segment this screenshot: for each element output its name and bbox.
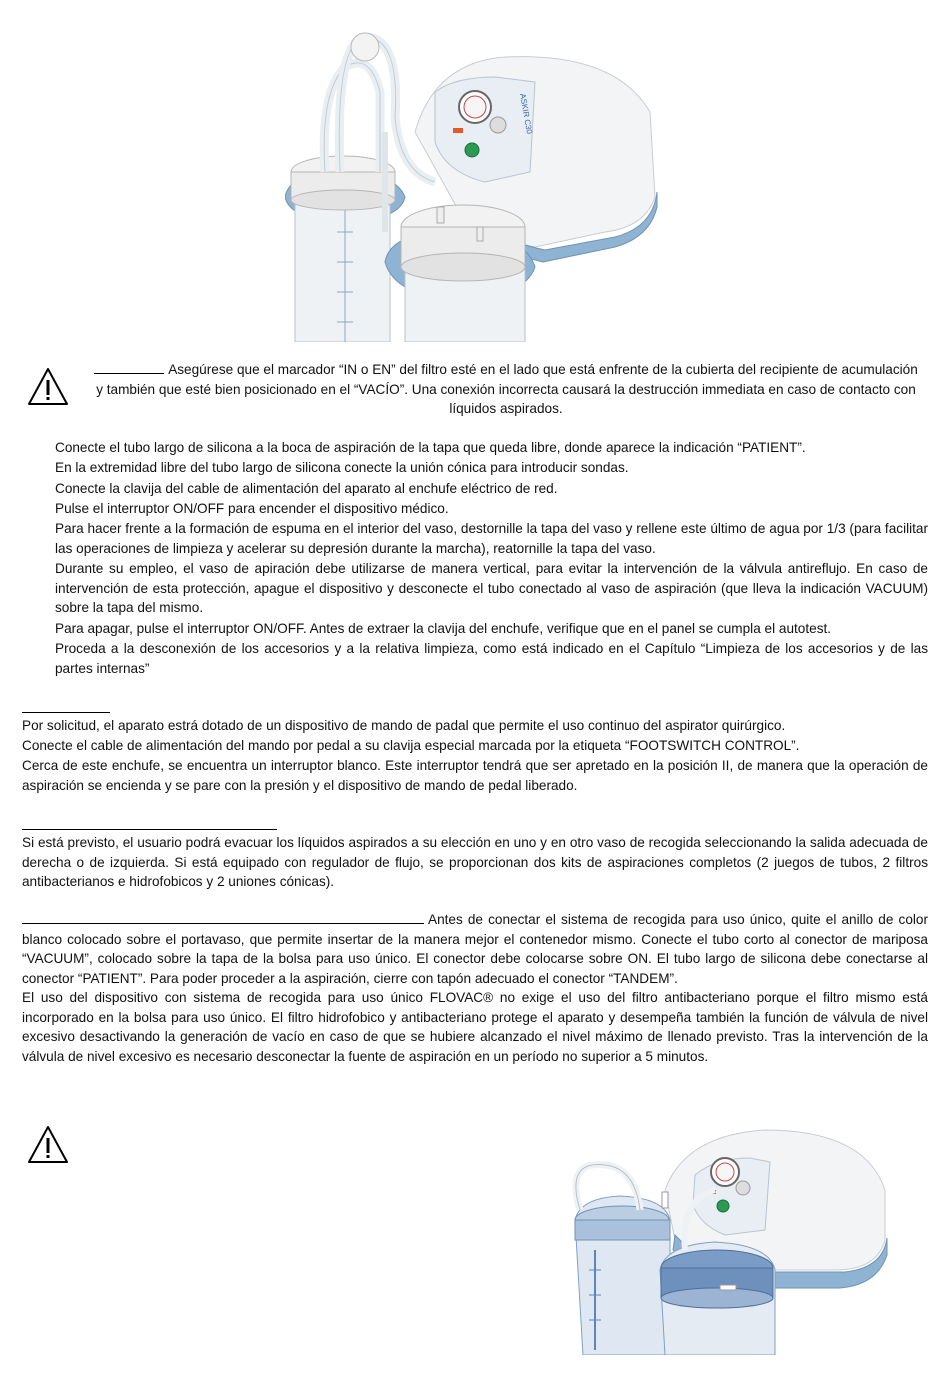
disposable-text-2: El uso del dispositivo con sistema de recogida para uso único FLOVAC® no exige el uso del filtro antibacteriano porque el filtro mismo está incorporado en la bolsa para uso único. El filtro hidrofobico y antibacteriano protege el aparato y desempeña también la función de válvula de nivel excesivo desactivando la generación de vacío en caso de que se hubiere alcanzado el nivel máximo de llenado previsto. Tras la intervención de la válvula de nivel excesivo es necesario desconectar la fuente de aspiración en un período no superior a 5 minutos. bbox=[22, 990, 928, 1064]
product-photo-top bbox=[285, 22, 665, 342]
instruction-item: Para apagar, pulse el interruptor ON/OFF. Antes de extraer la clavija del enchufe, verifique que en el panel se cumpla el autotest. bbox=[55, 621, 832, 636]
instruction-item: Conecte la clavija del cable de alimentación del aparato al enchufe eléctrico de red. bbox=[55, 481, 558, 496]
suction-device-disposable-illustration bbox=[565, 1120, 890, 1355]
footswitch-line: Conecte el cable de alimentación del mando por pedal a su clavija especial marcada por la etiqueta “FOOTSWITCH CONTROL”. bbox=[22, 738, 800, 753]
selection-text: Si está previsto, el usuario podrá evacuar los líquidos aspirados a su elección en uno y en otro vaso de recogida seleccionando la salida adecuada de derecha o de izquierda. Si está equipado con regulador de flujo, se proporcionan dos kits de aspiraciones completos (2 juegos de tubos, 2 filtros antibacterianos e hidrofobicos y 2 uniones cónicas). bbox=[22, 835, 928, 889]
section-heading-underline bbox=[22, 911, 424, 924]
instruction-item: En la extremidad libre del tubo largo de silicona conecte la unión cónica para introducir sondas. bbox=[55, 460, 629, 475]
footswitch-line: Por solicitud, el aparato estrá dotado de un dispositivo de mando de padal que permite el uso continuo del aspirator quirúrgico. bbox=[22, 718, 786, 733]
instruction-item: Conecte el tubo largo de silicona a la boca de aspiración de la tapa que queda libre, donde aparece la indicación “PATIENT”. bbox=[55, 440, 806, 455]
heading-placeholder-underline bbox=[94, 361, 164, 374]
disposable-block bbox=[22, 910, 928, 988]
disposable-text-1: Antes de conectar el sistema de recogida para uso único, quite el anillo de color blanco colocado sobre el portavaso, que permite insertar de la manera mejor el contenedor mismo. Conecte el tubo corto al conector de mariposa “VACUUM”, colocado sobre la tapa de la bolsa para uso único. El conector debe colocarse sobre ON. El tubo largo de silicona debe conectarse al conector “PATIENT”. Para poder proceder a la aspiración, cierre con tapón adecuado el conector “TANDEM”. bbox=[22, 912, 928, 986]
warning-text-1: Asegúrese que el marcador “IN o EN” del filtro esté en el lado que está enfrente de la cubierta del recipiente de acumulación y también que esté bien posicionado en el “VACÍO”. Una conexión incorrecta causará la destrucción immediata en caso de contacto con líquidos aspirados. bbox=[96, 362, 918, 416]
product-photo-bottom bbox=[565, 1120, 890, 1355]
instruction-item: Proceda a la desconexión de los accesorios y a la relativa limpieza, como está indicado en el Capítulo “Limpieza de los accesorios y de las partes internas” bbox=[55, 641, 928, 676]
instruction-item: Para hacer frente a la formación de espuma en el interior del vaso, destornille la tapa del vaso y rellene este último de agua por 1/3 (para facilitar las operaciones de limpieza y acelerar su depresión durante la marcha), reatornille la tapa del vaso. bbox=[55, 521, 928, 556]
section-heading-underline bbox=[22, 712, 110, 713]
warning-triangle-icon bbox=[26, 366, 70, 408]
warning-triangle-icon bbox=[26, 1124, 70, 1166]
instruction-item: Durante su empleo, el vaso de apiración debe utilizarse de manera vertical, para evitar la intervención de la válvula antireflujo. En caso de intervención de esta protección, apague el dispositivo y desconecte el tubo conectado al vaso de aspiración (que lleva la indicación VACUUM) sobre la tapa del mismo. bbox=[55, 561, 928, 615]
footswitch-line: Cerca de este enchufe, se encuentra un interruptor blanco. Este interruptor tendrá que ser apretado en la posición II, de manera que la operación de aspiración se encienda y se pare con la presión y el dispositivo de mando de pedal liberado. bbox=[22, 758, 928, 793]
instruction-item: Pulse el interruptor ON/OFF para encender el dispositivo médico. bbox=[55, 501, 449, 516]
warning-block-1 bbox=[90, 360, 922, 419]
section-heading-underline bbox=[22, 829, 277, 830]
suction-device-illustration bbox=[285, 22, 665, 342]
device-label: ASKIR C30 bbox=[518, 92, 534, 135]
